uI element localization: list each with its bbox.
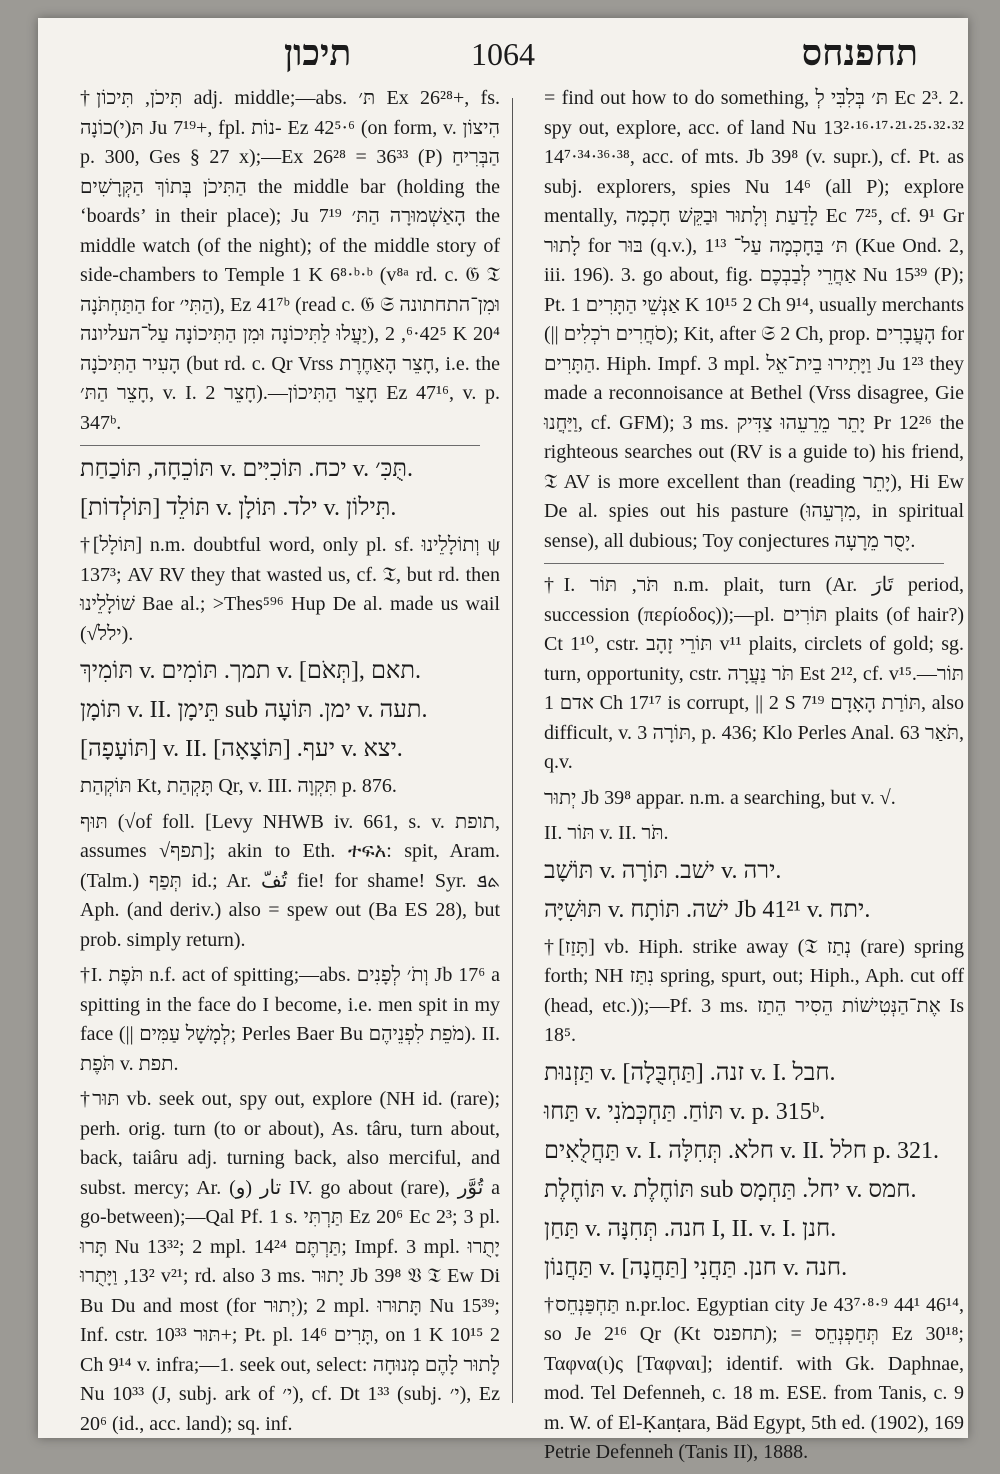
dictionary-page	[38, 18, 968, 1463]
entry-tuf: תּוּף (√of foll. [Levy NHWB iv. 661, s. v. תופת, assumes √תפף]; akin to Eth. ተፍአ: spit, Aram. (Talm.) תְּפַף id.; Ar. تُفّ fie! for shame! Syr. ܬܦ Aph. (and deriv.) also = spew out (Ba ES 28), but prob. simply return).	[80, 810, 501, 951]
entry-tofet: †I. תֹּפֶת n.f. act of spitting;—abs. וְתֹ׳ לְפָנִים Jb 17⁶ a spitting in the face do I become, i.e. men spit in my face (|| לְמָשָׁל עַמִּים; Perles Baer Bu מֹפֵת לִפְנֵיהֶם). II. תֹּפֶת v. תפת.	[80, 964, 501, 1075]
entry-tur: †תּוּר vb. seek out, spy out, explore (NH id. (rare); perh. orig. turn (to or about), As. târu, turn about, back, taiâru adj. turning back, also merciful, and subst. mercy; Ar. تار (و) IV. go about (rare), تُوَّر a go-between);—Qal Pf. 1 s. תַּרְתִּי Ez 20⁶ Ec 2³; 3 pl. תָּרוּ Nu 13³²; 2 mpl. תַּרְתֶּם 14²⁴; Impf. 3 mpl. יָתֻרוּ 13², וַיָּתֻרוּ v²¹; rd. also 3 ms. יָתוּר Jb 39⁸ 𝔙 𝔗 Ew Di Bu Du and most (for יְתוּר); 2 mpl. תָּתוּרוּ Nu 15³⁹; Inf. cstr. תּוּר 10³³+; Pt. pl. תָּרִים 14⁶, on 1 K 10¹⁵ 2 Ch 9¹⁴ v. infra;—1. seek out, select: לָתוּר לָהֶם מְנוּחָה Nu 10³³ (J, subj. ark of י׳), cf. Dt 1³³ (subj. י׳), Ez 20⁶ (id., acc. land); sq. inf.	[80, 1088, 501, 1435]
crossref-tahu: תַּחוּ v. תּוֹחַ. תַּחְכְּמֹנִי v. p. 315ᵇ.	[544, 1098, 826, 1125]
crossref-toqhat: תּוֹקְהַת Kt, תָּקְהַת Qr, v. III. תִּקְוָה p. 876.	[80, 775, 397, 797]
entry-tahpanhes: †תַּחְפַּנְחֵס n.pr.loc. Egyptian city Je 43⁷·⁸·⁹ 44¹ 46¹⁴, so Je 2¹⁶ Qr (Kt תחפנס); = תְּחַפְנְחֵס Ez 30¹⁸; Ταφνα(ι)ς [Ταφναι]; identif. with Gk. Daphnae, mod. Tel Defenneh, c. 18 m. ESE. from Tanis, c. 9 m. W. of El-Ḳanṭara, Bäd Egypt, 5th ed. (1902), 169 Petrie Defenneh (Tanis II), 1888.	[544, 1293, 964, 1463]
crossref-toafah: [תּוֹעָפָה] v. II. יעף. [תּוֹצָאָה] v. יצא.	[80, 736, 403, 762]
crossref-tomikh: תּוֹמִיךְ v. תמך. תּוֹמִים v. [תְּאֹם], תאם.	[80, 658, 421, 684]
entry-tur-continued: = find out how to do something, תּ׳ בְּלִבִּי לְ Ec 2³. 2. spy out, explore, acc. of land Nu 13²·¹⁶·¹⁷·²¹·²⁵·³²·³² 14⁷·³⁴·³⁶·³⁸, acc. of mts. Jb 39⁸ (v. supr.), cf. Pt. as subj. explorers, spies Nu 14⁶ (all P); explore mentally, לָדַעַת וְלָתוּר וּבַקֵּשׁ חָכְמָה Ec 7²⁵, cf. 9¹ Gr לָתוּר for בּוּר (q.v.), 1¹³ תּ׳ בַּחָכְמָה עַל־ (Kue Ond. 2, iii. 196). 3. go about, fig. אַחֲרֵי לְבַבְכֶם Nu 15³⁹ (P); Pt. אַנְשֵׁי הַתָּרִים 1 K 10¹⁵ 2 Ch 9¹⁴, usually merchants (|| סֹחֲרִים רֹכְלִים); Kit, after 𝔖 2 Ch, prop. הָעֲבָרִים for הַתָּרִים. Hiph. Impf. 3 mpl. וַיָּתִירוּ בֵית־אֵל Ju 1²³ they made a reconnoisance at Bethel (Vrss disagree, Gie וַיַּחֲנוּ, cf. GFM); 3 ms. יָתֵר מֵרֵעֵהוּ צַדִּיק Pr 12²⁶ the righteous searches out (RV is a guide to) his friend, 𝔗 AV is more excellent than (reading יָתֵר), Hi Ew De al. spies out his pasture (מִרְעֵהוּ, in spiritual sense), all dubious; Toy conjectures יָסֻר מֵרָעָה.	[544, 87, 965, 552]
crossref-tahan: תַּחַן v. חנה. תְּחִנָּה I, II. v. I. חנן.	[544, 1215, 837, 1242]
right-column	[544, 84, 964, 1474]
crossref-tahanun: תַּחֲנוֹן v. חנן. תַּחֲנִי [תַּחֲנָה] v. חנה.	[544, 1254, 848, 1281]
column-divider	[512, 98, 513, 1403]
crossref-tohelet: תּוֹחֶלֶת v. תּוֹחֶלֶת sub יחל. תַּחְמָס v. חמס.	[544, 1176, 917, 1203]
entry-tazaz: †[תָּזַז] vb. Hiph. strike away (𝔗 נְתַז (rare) spring forth; NH נִתַּז spring, spurt, out; Hiph., Aph. cut off (head, etc.));—Pf. 3 ms. אֶת־הַנְּטִישׁוֹת הֵסִיר הֵתַז Is 18⁵.	[544, 935, 964, 1046]
running-head-right: תחפנחס	[801, 33, 918, 73]
entry-separator	[544, 563, 944, 564]
entry-tikhon: †תִּיכֹן, תִּיכוֹן adj. middle;—abs. תּ׳ Ex 26²⁸+, fs. תּ(י)כוֹנָה Ju 7¹⁹+, fpl. נוֹת- Ez 42⁵·⁶ (on form, v. הִיצוֹן p. 300, Ges § 27 x);—Ex 26²⁸ = 36³³ (P) הַבְּרִיחַ הַתִּיכֹן בְּתוֹךְ הַקְּרָשִׁים the middle bar (holding the ‘boards’ in their place); Ju 7¹⁹ הָאַשְׁמוּרָה הַתּ׳ the middle watch (of the night); of the middle story of side-chambers to Temple 1 K 6⁸·ᵇ·ᵇ (v⁸ᵃ rd. c. 𝔊 𝔗 הַתַּחְתֹּנָה for הַתִּי׳), Ez 41⁷ᵇ (read c. 𝔊 𝔖 וּמִן־התחתונה יַעֲלוּ לַתִּיכוֹנָה וּמִן הַתִּיכוֹנָה עַל־העליונה), 42⁵·⁶, 2 K 20⁴ הָעִיר הַתִּיכֹנָה (but rd. c. Qr Vrss חָצֵר הָאַחֶרֶת, i.e. the חָצֵר הַתּ׳, v. I. חָצֵר 2).—חָצֵר הַתִּיכוֹן Ez 47¹⁶, v. p. 347ᵇ.	[80, 87, 501, 434]
crossref-tahaluim: תַּחֲלֻאִים v. I. חלא. תְּחִלָּה v. II. חלל p. 321.	[544, 1137, 939, 1164]
crossref-toshav: תּוֹשָׁב v. ישׁב. תּוֹרָה v. ירה.	[544, 857, 782, 884]
entry-tor: †I. תֹּר, תּוֹר n.m. plait, turn (Ar. تَارَ period, succession (περίοδος));—pl. תּוֹרִים plaits (of hair?) Ct 1¹⁰, cstr. תּוֹרֵי זָהָב v¹¹ plaits, circlets of gold; sg. turn, opportunity, cstr. תֹּר נַעֲרָה Est 2¹², cf. v¹⁵.—תּוֹר אדם 1 Ch 17¹⁷ is corrupt, || 2 S 7¹⁹ תּוֹרַת הָאָדָם, also difficult, v. תּוֹרָה 3, p. 436; Klo Perles Anal. 63 תֹּאַר, q.v.	[544, 574, 965, 773]
running-head-left: תיכון	[284, 33, 352, 73]
crossref-toled: תּוֹלֵד [תּוֹלְדוֹת] v. ילד. תּוֹלָן v. תִּילוֹן.	[80, 495, 397, 521]
page-number: 1064	[471, 36, 535, 72]
entry-yetur: יְתוּר Jb 39⁸ appar. n.m. a searching, but v. √.	[544, 786, 896, 809]
entry-separator	[80, 445, 480, 446]
crossref-tor-ii: II. תּוֹר v. II. תֹּר.	[544, 822, 669, 844]
crossref-tokhehah: תּוֹכֵחָה, תּוֹכַחַת v. יכח. תּוֹכִיִּים v. תֻּכִּ׳.	[80, 456, 413, 482]
crossref-toman: תּוֹמָן v. II. תֵּימָן sub ימן. תּוֹעָה v. תעה.	[80, 697, 428, 723]
crossref-taznut: תַּזְנוּת v. זנה. [תַּחְבֻּלָה] v. I. חבל.	[544, 1059, 836, 1086]
left-column	[80, 84, 500, 1445]
crossref-tushiyyah: תּוּשִׁיָּה v. ישׁה. תּוֹתָח Jb 41²¹ v. יתח.	[544, 896, 871, 923]
page-header	[38, 32, 968, 78]
entry-tolal: †[תּוֹלָל] n.m. doubtful word, only pl. sf. וְתוֹלָלֵינוּ ψ 137³; AV RV they that wasted us, cf. 𝔗, but rd. then שׁוֹלָלֵינוּ Bae al.; >Thes⁵⁹⁶ Hup De al. made us wail (√ילל).	[80, 534, 500, 645]
